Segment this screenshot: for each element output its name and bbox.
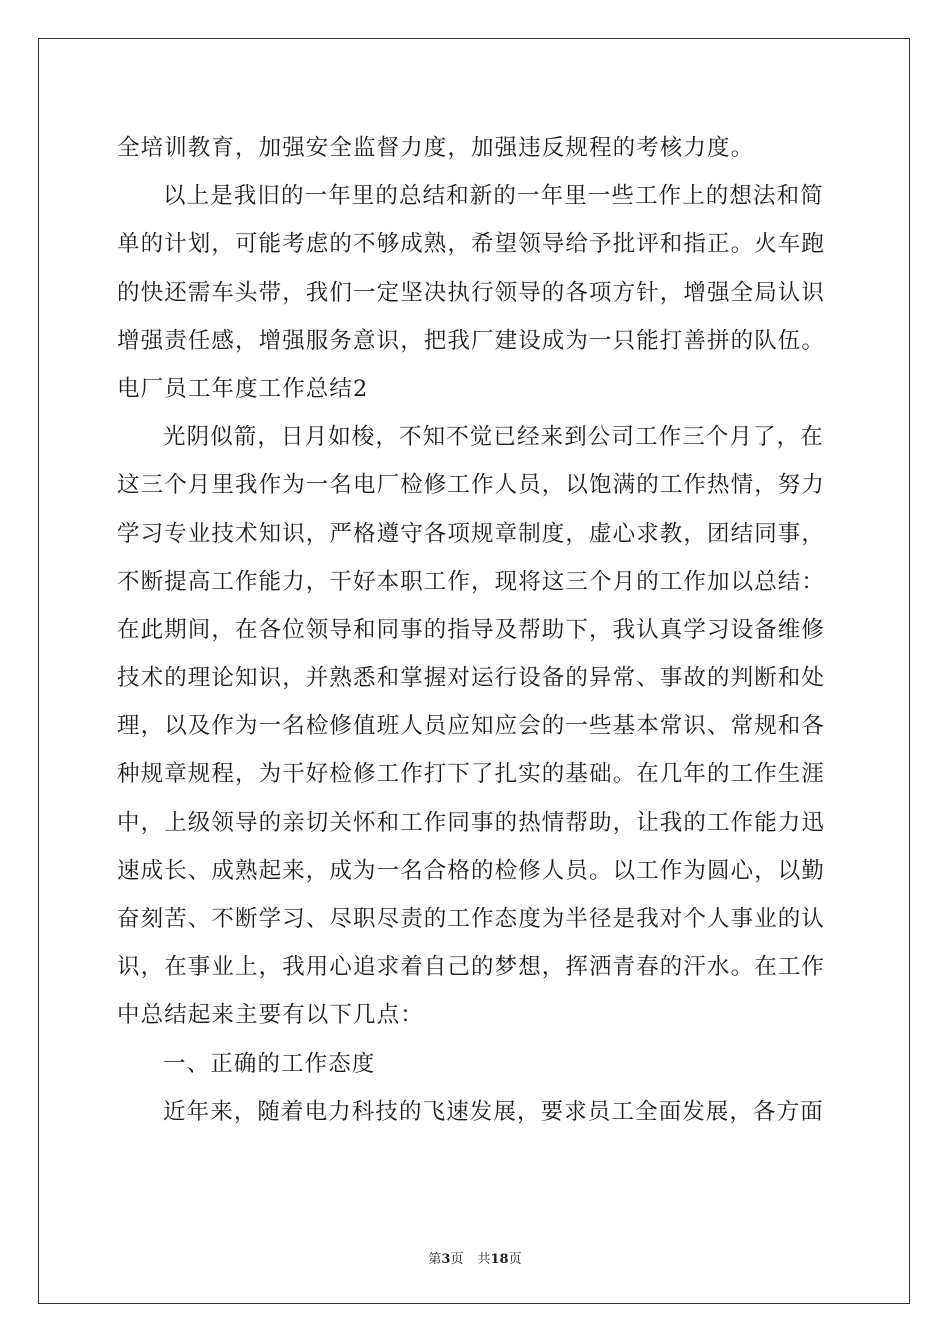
text-line: 在此期间，在各位领导和同事的指导及帮助下，我认真学习设备维修	[117, 616, 826, 643]
page-footer	[0, 1251, 950, 1269]
total-pages: 18	[490, 1252, 509, 1267]
text-line: 理，以及作为一名检修值班人员应知应会的一些基本常识、常规和各	[117, 713, 826, 740]
text-line: 近年来，随着电力科技的飞速发展，要求员工全面发展，各方面	[163, 1098, 824, 1125]
subheading: 一、正确的工作态度	[163, 1050, 376, 1077]
document-body	[117, 124, 833, 1136]
text-line: 技术的理论知识，并熟悉和掌握对运行设备的异常、事故的判断和处	[117, 665, 826, 692]
text-line: 不断提高工作能力，干好本职工作，现将这三个月的工作加以总结：	[117, 568, 826, 595]
text-line: 光阴似箭，日月如梭，不知不觉已经来到公司工作三个月了，在	[163, 424, 824, 451]
section-heading: 电厂员工年度工作总结2	[117, 375, 369, 402]
page-prefix: 第	[428, 1252, 442, 1267]
text-line: 学习专业技术知识，严格遵守各项规章制度，虚心求教，团结同事，	[117, 520, 826, 547]
text-line: 种规章规程，为干好检修工作打下了扎实的基础。在几年的工作生涯	[117, 761, 826, 788]
text-line: 增强责任感，增强服务意识，把我厂建设成为一只能打善拼的队伍。	[117, 327, 826, 354]
text-line: 的快还需车头带，我们一定坚决执行领导的各项方针，增强全局认识	[117, 279, 826, 306]
text-line: 中，上级领导的亲切关怀和工作同事的热情帮助，让我的工作能力迅	[117, 809, 826, 836]
text-line: 识，在事业上，我用心追求着自己的梦想，挥洒青春的汗水。在工作	[117, 954, 826, 981]
text-line: 速成长、成熟起来，成为一名合格的检修人员。以工作为圆心，以勤	[117, 857, 826, 884]
text-line: 这三个月里我作为一名电厂检修工作人员，以饱满的工作热情，努力	[117, 472, 826, 499]
total-prefix: 共	[477, 1252, 491, 1267]
text-line: 以上是我旧的一年里的总结和新的一年里一些工作上的想法和简	[163, 183, 824, 210]
text-line: 单的计划，可能考虑的不够成熟，希望领导给予批评和指正。火车跑	[117, 231, 826, 258]
text-line: 中总结起来主要有以下几点：	[117, 1002, 424, 1029]
text-line: 奋刻苦、不断学习、尽职尽责的工作态度为半径是我对个人事业的认	[117, 906, 826, 932]
total-suffix: 页	[508, 1252, 522, 1267]
page-suffix: 页	[450, 1252, 464, 1267]
page-number: 3	[441, 1252, 451, 1267]
text-line: 全培训教育，加强安全监督力度，加强违反规程的考核力度。	[117, 135, 755, 161]
